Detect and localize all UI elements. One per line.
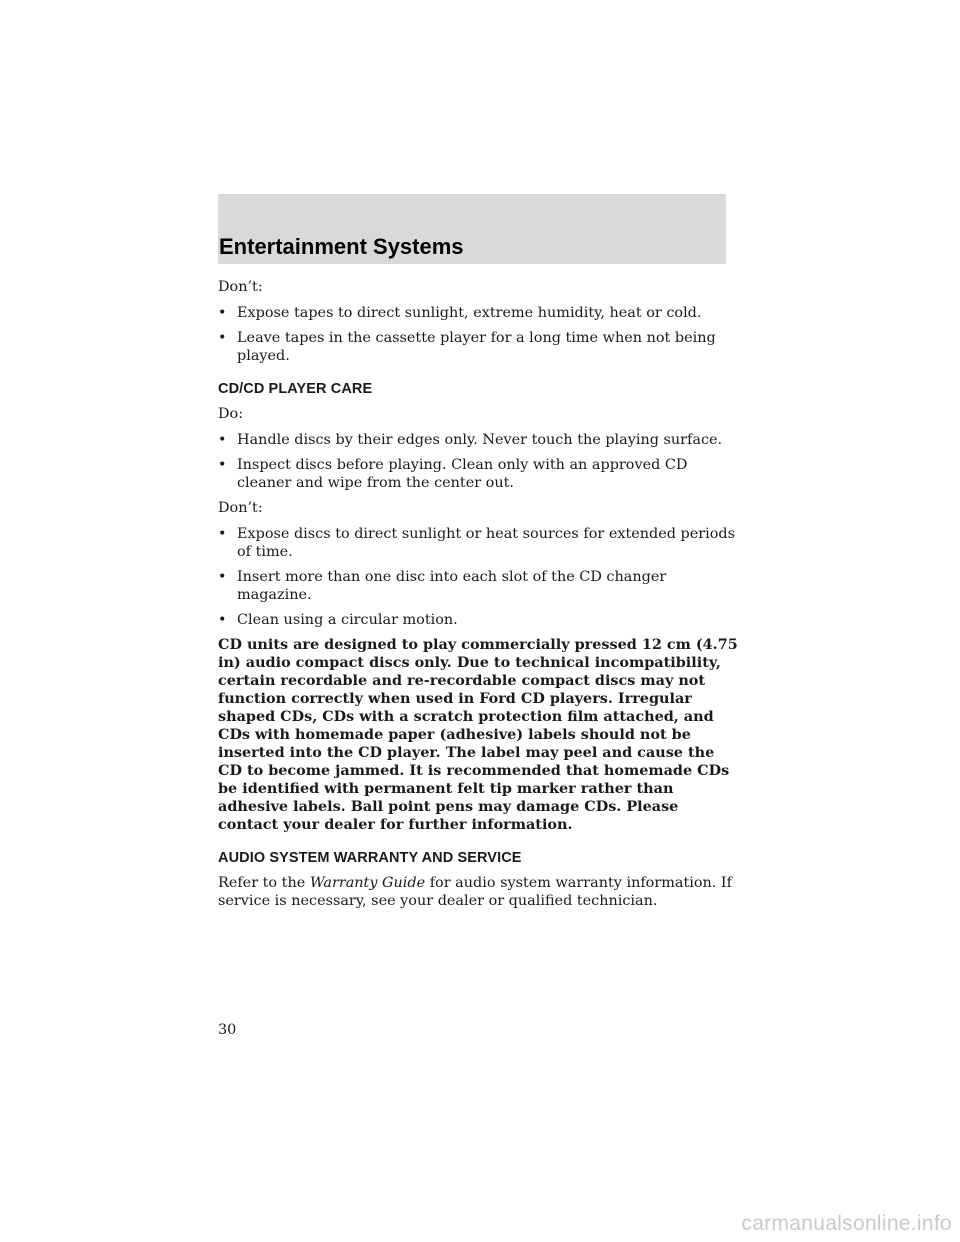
- list-item: • Leave tapes in the cassette player for a long time when not being played.: [218, 330, 716, 364]
- do-label: Do:: [218, 406, 244, 422]
- bullet-icon: •: [218, 432, 227, 448]
- section-heading-warranty: AUDIO SYSTEM WARRANTY AND SERVICE: [218, 850, 522, 866]
- manual-content: [218, 278, 738, 918]
- bullet-icon: •: [218, 457, 227, 473]
- list-item: • Insert more than one disc into each slot of the CD changer magazine.: [218, 569, 667, 603]
- warranty-guide-title: Warranty Guide: [309, 875, 426, 891]
- list-item: • Expose discs to direct sunlight or heat sources for extended periods of time.: [218, 526, 736, 560]
- bullet-icon: •: [218, 330, 227, 346]
- list-item: • Clean using a circular motion.: [218, 612, 458, 628]
- page-number: 30: [218, 1022, 237, 1038]
- bullet-icon: •: [218, 569, 227, 585]
- dont-label: Don’t:: [218, 279, 263, 295]
- bullet-icon: •: [218, 612, 227, 628]
- page-title: Entertainment Systems: [219, 234, 464, 259]
- list-item: • Expose tapes to direct sunlight, extreme humidity, heat or cold.: [218, 305, 702, 321]
- section-heading-cd-care: CD/CD PLAYER CARE: [218, 381, 373, 397]
- list-item: • Handle discs by their edges only. Never touch the playing surface.: [218, 432, 723, 448]
- cd-do-list: [218, 431, 738, 492]
- bullet-icon: •: [218, 526, 227, 542]
- tape-dont-list: [218, 304, 738, 365]
- cd-dont-list: [218, 525, 738, 629]
- cd-notice-paragraph: CD units are designed to play commercially pressed 12 cm (4.75 in) audio compact discs only. Due to technical incompatibility, certain recordable and re-recordable compact discs may not function correctly when used in Ford CD players. Irregular shaped CDs, CDs with a scratch protection film attached, and CDs with homemade paper (adhesive) labels should not be inserted into the CD player. The label may peel and cause the CD to become jammed. It is recommended that homemade CDs be identified with permanent felt tip marker rather than adhesive labels. Ball point pens may damage CDs. Please contact your dealer for further information.: [218, 636, 738, 833]
- dont-label: Don’t:: [218, 500, 263, 516]
- bullet-icon: •: [218, 305, 227, 321]
- list-item: • Inspect discs before playing. Clean only with an approved CD cleaner and wipe from the center out.: [218, 457, 688, 491]
- watermark: carmanualsonline.info: [741, 1212, 952, 1235]
- warranty-paragraph: Refer to the Warranty Guide for audio system warranty information. If service is necessary, see your dealer or qualified technician.: [218, 875, 732, 909]
